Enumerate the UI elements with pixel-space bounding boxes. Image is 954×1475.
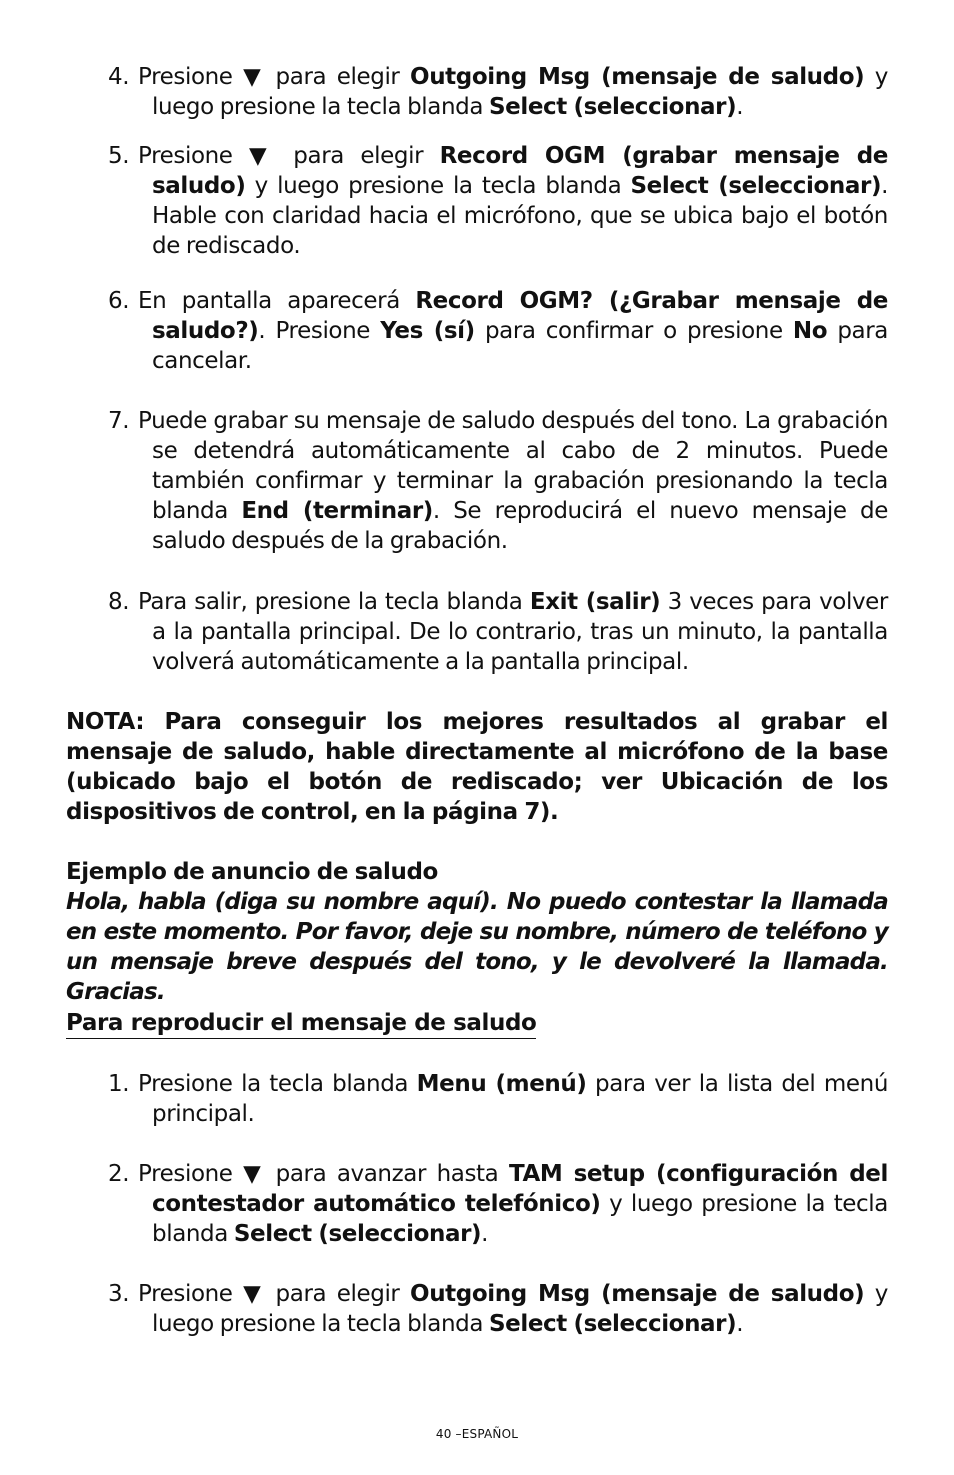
step-number: 1.	[108, 1071, 130, 1097]
step-bold-text: Yes (sí)	[380, 318, 475, 344]
step-3	[108, 1279, 888, 1339]
example-title: Ejemplo de anuncio de saludo	[66, 859, 438, 885]
step-text: Presione ▼ para elegir	[138, 64, 411, 90]
step-text: .	[736, 94, 744, 120]
step-text: . Hable con claridad hacia el micrófono, que se ubica bajo el botón de rediscado.	[152, 173, 888, 259]
step-number: 3.	[108, 1281, 130, 1307]
step-bold-text: Select (seleccionar)	[488, 1311, 737, 1337]
step-text: 3 veces para volver a la pantalla principal. De lo contrario, tras un minuto, la pantalla volverá automáticamente a la pantalla principal.	[152, 589, 888, 675]
step-4	[108, 62, 888, 122]
step-bold-text: TAM setup (configuración del contestador automático telefónico)	[152, 1161, 888, 1217]
step-text: y luego presione la tecla blanda	[245, 173, 631, 199]
step-text: Puede grabar su mensaje de saludo después del tono. La grabación se detendrá automáticamente al cabo de 2 minutos. Puede también confirmar y terminar la grabación presionando la tecla blanda	[138, 408, 888, 524]
step-text: . Se reproducirá el nuevo mensaje de saludo después de la grabación.	[152, 498, 888, 554]
step-number: 8.	[108, 589, 130, 615]
step-text: y luego presione la tecla blanda	[152, 1191, 888, 1247]
page-footer: 40 –ESPAÑOL	[435, 1427, 519, 1441]
step-text: y luego presione la tecla blanda	[152, 1281, 888, 1337]
step-5	[108, 141, 888, 261]
step-2	[108, 1159, 888, 1249]
step-bold-text: End (terminar)	[241, 498, 433, 524]
step-bold-text: Menu (menú)	[416, 1071, 587, 1097]
step-bold-text: Select (seleccionar)	[488, 94, 737, 120]
step-text: Presione ▼ para elegir	[138, 1281, 411, 1307]
step-text: para cancelar.	[152, 318, 889, 374]
step-bold-text: Outgoing Msg (mensaje de saludo)	[410, 64, 865, 90]
step-number: 6.	[108, 288, 130, 314]
step-8	[108, 587, 888, 677]
step-text: . Presione	[258, 318, 381, 344]
step-text: Para salir, presione la tecla blanda	[138, 589, 530, 615]
step-bold-text: No	[792, 318, 828, 344]
step-bold-text: Record OGM? (¿Grabar mensaje de saludo?)	[152, 288, 888, 344]
step-bold-text: Exit (salir)	[529, 589, 661, 615]
step-text: .	[736, 1311, 744, 1337]
step-text: Presione la tecla blanda	[138, 1071, 417, 1097]
step-bold-text: Outgoing Msg (mensaje de saludo)	[410, 1281, 865, 1307]
step-bold-text: Select (seleccionar)	[630, 173, 882, 199]
step-number: 2.	[108, 1161, 130, 1187]
step-text: para confirmar o presione	[474, 318, 793, 344]
step-bold-text: Select (seleccionar)	[233, 1221, 482, 1247]
step-number: 5.	[108, 143, 130, 169]
step-7	[108, 406, 888, 556]
step-text: para ver la lista del menú principal.	[152, 1071, 888, 1127]
section-heading: Para reproducir el mensaje de saludo	[66, 1008, 536, 1039]
step-number: 4.	[108, 64, 130, 90]
step-text: En pantalla aparecerá	[138, 288, 416, 314]
step-number: 7.	[108, 408, 130, 434]
example-text: Hola, habla (diga su nombre aquí). No puedo contestar la llamada en este momento. Por favor, deje su nombre, número de teléfono y un mensaje breve después del tono, y le devolveré la llamada. Gracias.	[66, 889, 888, 1005]
step-text: Presione ▼ para elegir	[138, 143, 440, 169]
step-text: y luego presione la tecla blanda	[152, 64, 888, 120]
step-6	[108, 286, 888, 376]
step-1	[108, 1069, 888, 1129]
step-bold-text: Record OGM (grabar mensaje de saludo)	[152, 143, 888, 199]
step-text: .	[481, 1221, 489, 1247]
step-text: Presione ▼ para avanzar hasta	[138, 1161, 509, 1187]
note-paragraph: NOTA: Para conseguir los mejores resultados al grabar el mensaje de saludo, hable directamente al micrófono de la base (ubicado bajo el botón de rediscado; ver Ubicación de los dispositivos de control, en la página 7).	[66, 709, 888, 825]
